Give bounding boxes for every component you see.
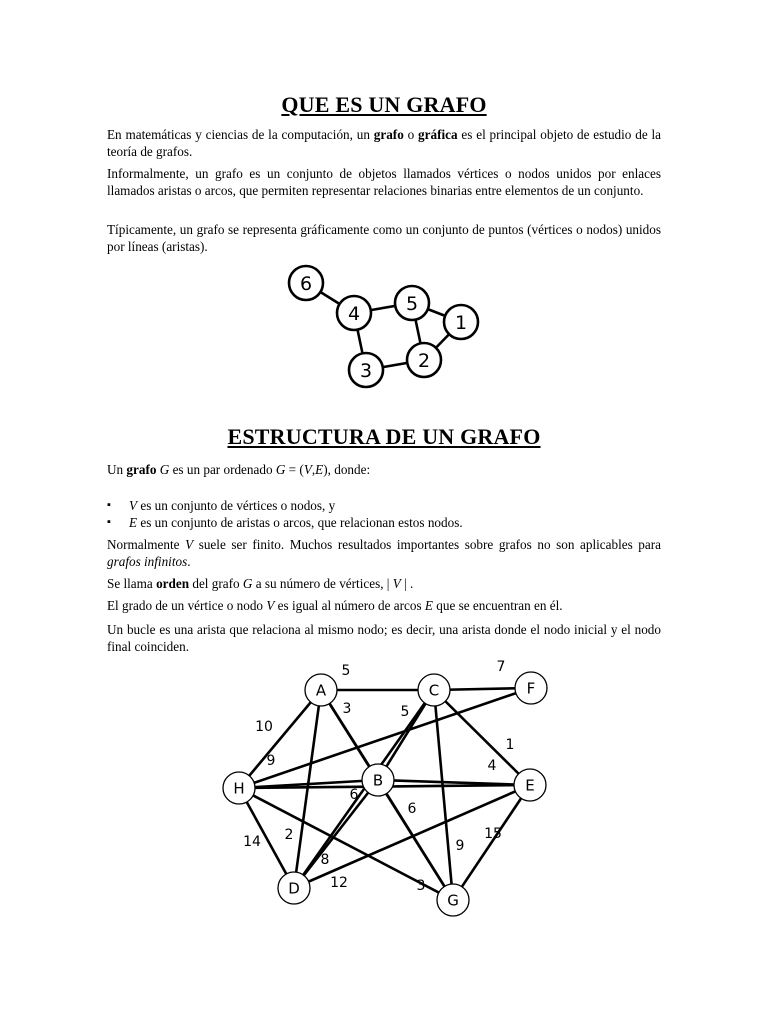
def-v: V xyxy=(303,462,312,477)
title-estructura: ESTRUCTURA DE UN GRAFO xyxy=(227,424,541,449)
intro-text-c: o xyxy=(403,127,419,142)
intro-term-grafica: gráfica xyxy=(418,127,458,142)
bullet-e-text: es un conjunto de aristas o arcos, que relacionan estos nodos. xyxy=(137,515,463,530)
node-label-C: C xyxy=(428,681,440,700)
edge-weight-H-B: 6 xyxy=(349,787,359,803)
grado-e: E xyxy=(424,598,433,613)
bullet-v-text: es un conjunto de vértices o nodos, y xyxy=(137,498,336,513)
def-text-a: Un xyxy=(107,462,127,477)
node-label-2: 2 xyxy=(417,350,431,372)
edge-weight-H-G: 3 xyxy=(416,878,426,894)
orden-text-c: del grafo xyxy=(189,576,243,591)
edge-weight-H-F: 9 xyxy=(266,753,276,769)
edge-weight-B-G: 6 xyxy=(407,801,417,817)
node-label-G: G xyxy=(447,891,459,910)
orden-text-g: | . xyxy=(400,576,414,591)
def-g: G xyxy=(159,462,170,477)
def-g2: G xyxy=(275,462,286,477)
bullet-e-symbol: E xyxy=(129,515,138,530)
edge-weight-H-D: 14 xyxy=(243,834,261,850)
orden-v: V xyxy=(392,576,401,591)
edge-C-G xyxy=(434,690,453,900)
def-e: E xyxy=(315,462,324,477)
finito-v: V xyxy=(185,537,194,552)
grado-text-e: que se encuentran en él. xyxy=(432,598,563,613)
def-term-grafo: grafo xyxy=(126,462,157,477)
node-label-H: H xyxy=(233,779,245,798)
orden-g: G xyxy=(242,576,253,591)
edge-weight-C-B: 5 xyxy=(400,704,410,720)
edge-weight-A-D: 2 xyxy=(284,827,294,843)
node-label-4: 4 xyxy=(347,303,361,325)
title-que-es-un-grafo: QUE ES UN GRAFO xyxy=(281,92,487,117)
finito-grafos-infinitos: grafos infinitos xyxy=(107,553,188,569)
node-label-1: 1 xyxy=(454,312,468,334)
edge-weight-A-B: 3 xyxy=(342,701,352,717)
node-label-6: 6 xyxy=(299,273,313,295)
intro-term-grafo: grafo xyxy=(373,127,404,142)
paragraph-bucle: Un bucle es una arista que relaciona al mismo nodo; es decir, una arista donde el nodo inicial y el nodo final coinciden. xyxy=(107,622,661,654)
edge-weight-A-H: 10 xyxy=(255,719,273,735)
node-label-A: A xyxy=(315,681,327,700)
orden-text-a: Se llama xyxy=(107,576,157,591)
edge-weight-B-D: 8 xyxy=(320,852,330,868)
paragraph-typical: Típicamente, un grafo se representa gráficamente como un conjunto de puntos (vértices o nodos) unidos por líneas (aristas). xyxy=(107,222,661,254)
edge-weight-D-E: 12 xyxy=(330,875,348,891)
node-label-E: E xyxy=(525,776,535,795)
orden-term: orden xyxy=(156,576,190,591)
grado-v: V xyxy=(266,598,275,613)
intro-text-a: En matemáticas y ciencias de la computación, un xyxy=(107,127,374,142)
intro-text-e: es el principal objeto de estudio de la teoría de grafos. xyxy=(107,127,662,159)
edge-weight-G-E: 15 xyxy=(484,826,502,842)
def-comma: , xyxy=(311,462,316,477)
edge-weight-C-E: 1 xyxy=(505,737,515,753)
def-text-e: es un par ordenado xyxy=(169,462,276,477)
edge-weight-B-E: 4 xyxy=(487,758,497,774)
node-label-3: 3 xyxy=(359,360,373,382)
node-label-D: D xyxy=(288,879,300,898)
finito-text-c: suele ser finito. Muchos resultados importantes sobre grafos no son aplicables para xyxy=(193,537,661,552)
bullet-v-symbol: V xyxy=(129,498,138,513)
grado-text-c: es igual al número de arcos xyxy=(274,598,425,613)
node-label-B: B xyxy=(372,771,384,790)
finito-text-a: Normalmente xyxy=(107,537,186,552)
def-text-k: ), donde: xyxy=(323,462,371,477)
def-text-g: = ( xyxy=(285,462,304,477)
edge-weight-C-F: 7 xyxy=(496,659,506,675)
grado-text-a: El grado de un vértice o nodo xyxy=(107,598,267,613)
finito-text-e: . xyxy=(187,553,191,569)
node-label-5: 5 xyxy=(405,293,419,315)
edge-weight-C-G: 9 xyxy=(455,838,465,854)
node-label-F: F xyxy=(526,679,536,698)
paragraph-informal: Informalmente, un grafo es un conjunto de objetos llamados vértices o nodos unidos por enlaces llamados aristas o arcos, que permiten representar relaciones binarias entre elementos de un conjunto. xyxy=(107,166,661,198)
edge-weight-A-C: 5 xyxy=(341,663,351,679)
orden-text-e: a su número de vértices, | xyxy=(252,576,393,591)
